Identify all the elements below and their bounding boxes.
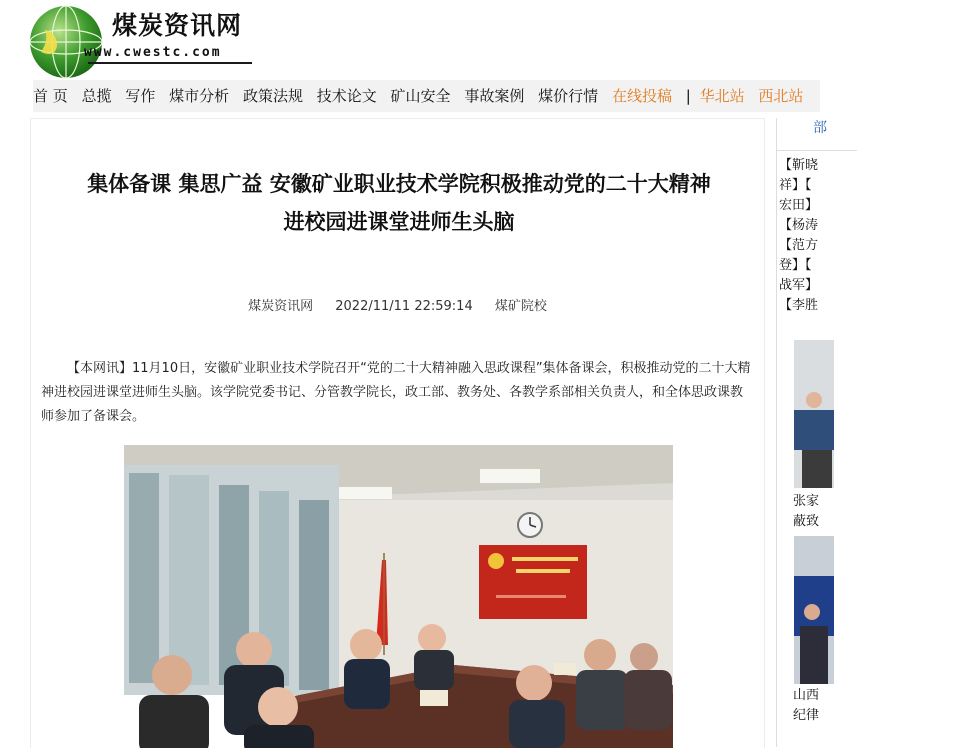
sidebar-link[interactable]: 【李胜 [779, 298, 819, 313]
sidebar-caption[interactable]: 纪律 [793, 708, 820, 723]
nav-item-mine-safety[interactable]: 矿山安全 [390, 87, 451, 105]
main-nav [33, 80, 820, 112]
article-panel [30, 118, 765, 748]
sidebar-link[interactable]: 登】【 [779, 258, 812, 273]
nav-item-writing[interactable]: 写作 [125, 87, 156, 105]
nav-item-submit[interactable]: 在线投稿 [611, 87, 672, 105]
nav-item-home[interactable]: 首 页 [33, 87, 68, 105]
sidebar-caption[interactable]: 山西 [793, 688, 820, 703]
sidebar-link[interactable]: 【范方 [779, 238, 819, 253]
nav-item-xibei-station[interactable]: 西北站 [758, 87, 804, 105]
nav-item-accident-cases[interactable]: 事故案例 [464, 87, 525, 105]
article-datetime: 2022/11/11 22:59:14 [335, 299, 473, 314]
sidebar-caption[interactable]: 蔽致 [793, 514, 820, 529]
nav-item-huabei-station[interactable]: 华北站 [699, 87, 745, 105]
sidebar-link[interactable]: 祥】【 [779, 178, 812, 193]
site-header [0, 0, 820, 80]
article-title-line-2: 进校园进课堂进师生头脑 [283, 210, 515, 234]
article-title [39, 165, 759, 241]
nav-item-policy[interactable]: 政策法规 [242, 87, 303, 105]
site-url[interactable]: www.cwestc.com [84, 45, 222, 60]
article-source: 煤炭资讯网 [248, 299, 314, 314]
sidebar-thumbnail[interactable] [794, 536, 834, 684]
nav-separator: | [685, 87, 691, 105]
globe-logo-icon[interactable] [27, 2, 105, 80]
sidebar-link[interactable]: 【靳晓 [779, 158, 819, 173]
sidebar-thumbnail[interactable] [794, 340, 834, 488]
article-category[interactable]: 煤矿院校 [494, 299, 547, 314]
nav-item-market-analysis[interactable]: 煤市分析 [169, 87, 230, 105]
article-meta [31, 295, 764, 314]
right-sidebar [776, 118, 827, 747]
nav-item-overview[interactable]: 总揽 [81, 87, 112, 105]
sidebar-link[interactable]: 【杨涛 [779, 218, 819, 233]
sidebar-link[interactable]: 战军】 [779, 278, 819, 293]
sidebar-caption[interactable]: 张家 [793, 494, 820, 509]
meeting-photo [124, 445, 673, 748]
sidebar-link-list [779, 156, 979, 316]
nav-item-coal-prices[interactable]: 煤价行情 [538, 87, 599, 105]
sidebar-heading: 部 [777, 118, 857, 151]
article-title-line-1: 集体备课 集思广益 安徽矿业职业技术学院积极推动党的二十大精神 [87, 172, 711, 196]
article-paragraph: 【本网讯】11月10日，安徽矿业职业技术学院召开“党的二十大精神融入思政课程”集体备课会，积极推动党的二十大精神进校园进课堂进师生头脑。该学院党委书记、分管教学院长，政工部、教务处、各教学系部相关负责人，和全体思政课教师参加了备课会。 [41, 361, 751, 424]
nav-item-tech-papers[interactable]: 技术论文 [316, 87, 377, 105]
site-name[interactable]: 煤炭资讯网 [112, 11, 243, 40]
sidebar-link[interactable]: 宏田】 [779, 198, 819, 213]
brand-underline [88, 62, 252, 64]
